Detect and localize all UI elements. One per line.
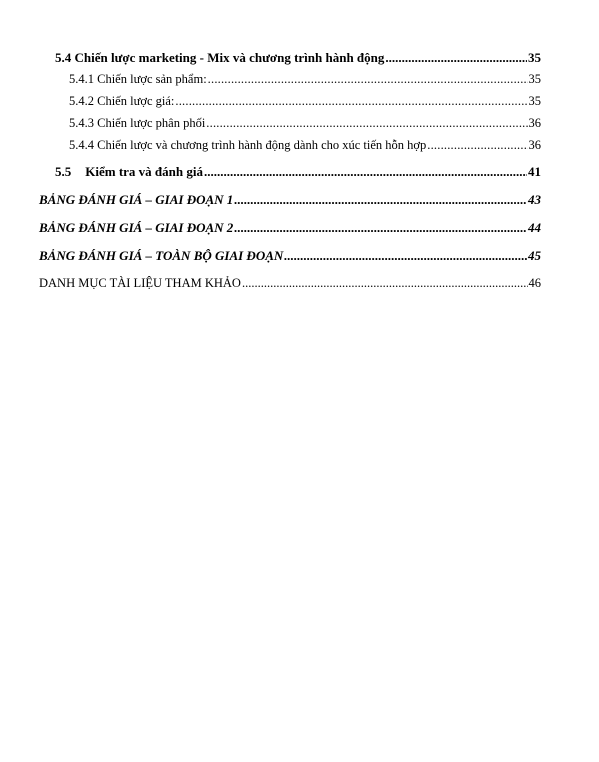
toc-dot-leader <box>427 138 527 153</box>
toc-dot-leader <box>175 94 527 109</box>
toc-entry-page: 44 <box>528 220 541 235</box>
toc-entry-title <box>55 164 203 180</box>
toc-entry-title: 5.4 Chiến lược marketing - Mix và chương trình hành động <box>55 50 385 65</box>
toc-entry-title: 5.4.3 Chiến lược phân phối <box>69 116 206 130</box>
toc-entry-assessment-phase-2[interactable] <box>39 220 541 236</box>
toc-entry-page: 43 <box>528 192 541 207</box>
toc-entry-5-4[interactable] <box>55 50 541 66</box>
toc-entry-label: Kiểm tra và đánh giá <box>85 164 203 179</box>
toc-dot-leader <box>208 72 528 87</box>
toc-entry-title: DANH MỤC TÀI LIỆU THAM KHẢO <box>39 276 241 290</box>
toc-dot-leader <box>204 164 527 180</box>
toc-dot-leader <box>234 220 527 236</box>
toc-entry-page: 41 <box>528 164 541 179</box>
toc-entry-page: 45 <box>528 248 541 263</box>
toc-entry-title: 5.4.1 Chiến lược sản phẩm: <box>69 72 207 86</box>
toc-entry-page: 36 <box>528 138 541 152</box>
toc-entry-title: 5.4.2 Chiến lược giá: <box>69 94 175 108</box>
toc-entry-references[interactable] <box>39 276 541 291</box>
toc-entry-5-4-3[interactable] <box>69 116 541 131</box>
toc-dot-leader <box>242 276 528 291</box>
toc-entry-title: 5.4.4 Chiến lược và chương trình hành động dành cho xúc tiến hỗn hợp <box>69 138 427 152</box>
toc-entry-assessment-phase-1[interactable] <box>39 192 541 208</box>
toc-entry-page: 35 <box>528 72 541 86</box>
toc-entry-5-5[interactable] <box>55 164 541 180</box>
toc-entry-assessment-all-phases[interactable] <box>39 248 541 264</box>
toc-dot-leader <box>234 192 527 208</box>
toc-entry-5-4-2[interactable] <box>69 94 541 109</box>
toc-entry-5-4-4[interactable] <box>69 138 541 153</box>
toc-dot-leader <box>284 248 527 264</box>
toc-dot-leader <box>206 116 527 131</box>
toc-entry-page: 35 <box>528 50 541 65</box>
toc-entry-title: BẢNG ĐÁNH GIÁ – TOÀN BỘ GIAI ĐOẠN <box>39 248 284 263</box>
toc-entry-number: 5.5 <box>55 164 72 179</box>
toc-entry-5-4-1[interactable] <box>69 72 541 87</box>
toc-entry-page: 46 <box>528 276 541 290</box>
toc-entry-page: 36 <box>528 116 541 130</box>
toc-entry-title: BẢNG ĐÁNH GIÁ – GIAI ĐOẠN 1 <box>39 192 234 207</box>
toc-dot-leader <box>385 50 527 66</box>
toc-entry-page: 35 <box>528 94 541 108</box>
toc-entry-title: BẢNG ĐÁNH GIÁ – GIAI ĐOẠN 2 <box>39 220 234 235</box>
